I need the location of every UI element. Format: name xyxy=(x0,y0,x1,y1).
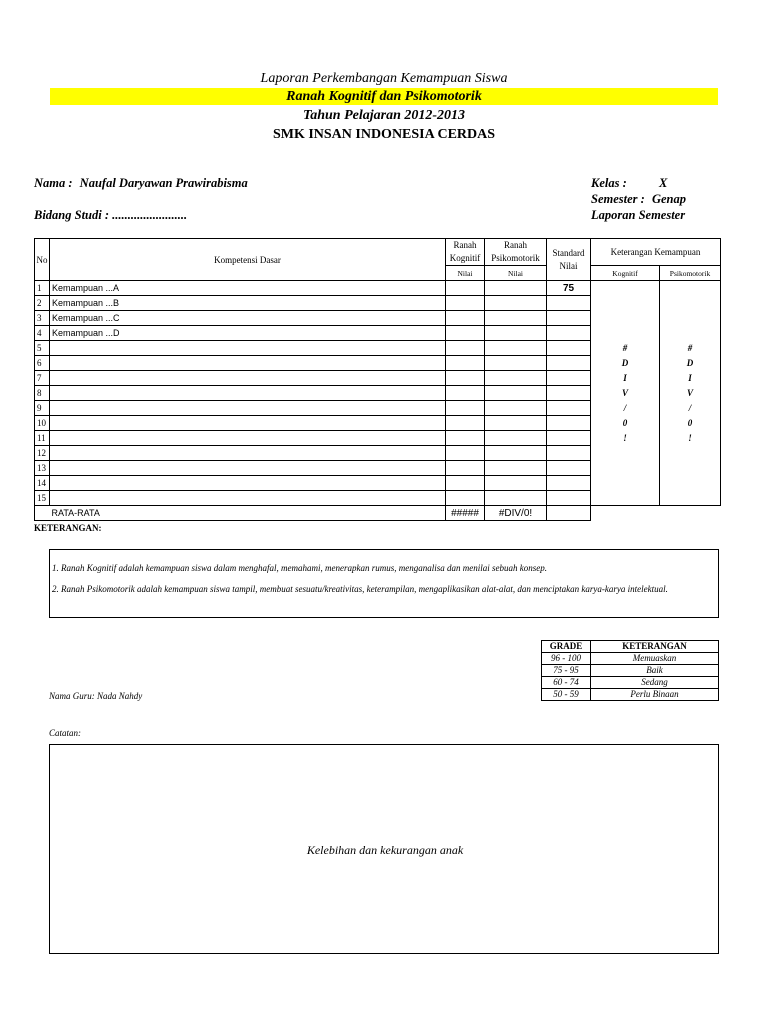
grade-row xyxy=(542,689,719,701)
keterangan-box xyxy=(49,549,719,618)
row-kompetensi[interactable] xyxy=(50,416,446,431)
ket-kognitif-cell xyxy=(591,281,660,506)
ket-kognitif-char: # xyxy=(622,342,628,353)
row-nilai-psikomotorik[interactable] xyxy=(485,371,547,386)
row-kompetensi[interactable]: Kemampuan ...B xyxy=(50,296,446,311)
row-number: 3 xyxy=(35,311,50,326)
rata-rata-row xyxy=(35,506,721,521)
row-number: 6 xyxy=(35,356,50,371)
row-number: 10 xyxy=(35,416,50,431)
row-number: 13 xyxy=(35,461,50,476)
row-standard xyxy=(547,431,591,446)
row-nilai-psikomotorik[interactable] xyxy=(485,461,547,476)
name-value: Naufal Daryawan Prawirabisma xyxy=(79,176,248,190)
row-nilai-psikomotorik[interactable] xyxy=(485,446,547,461)
ket-psikomotorik-char: D xyxy=(686,357,694,368)
row-nilai-kognitif[interactable] xyxy=(446,461,485,476)
row-nilai-kognitif[interactable] xyxy=(446,341,485,356)
row-kompetensi[interactable] xyxy=(50,386,446,401)
grade-range: 75 - 95 xyxy=(542,665,591,677)
standard-value: 75 xyxy=(547,281,591,296)
header-ket-kognitif: Kognitif xyxy=(591,266,660,281)
row-nilai-kognitif[interactable] xyxy=(446,491,485,506)
row-nilai-kognitif[interactable] xyxy=(446,296,485,311)
ket-psikomotorik-cell xyxy=(660,281,721,506)
report-subtitle-highlight: Ranah Kognitif dan Psikomotorik xyxy=(50,88,718,105)
row-standard xyxy=(547,476,591,491)
catatan-text: Kelebihan dan kekurangan anak xyxy=(306,843,464,857)
row-kompetensi[interactable] xyxy=(50,401,446,416)
table-row xyxy=(35,281,721,296)
school-name: SMK INSAN INDONESIA CERDAS xyxy=(272,127,496,142)
bidang-studi-line xyxy=(34,208,187,223)
row-nilai-psikomotorik[interactable] xyxy=(485,356,547,371)
row-standard xyxy=(547,491,591,506)
grade-description: Sedang xyxy=(591,677,719,689)
row-number: 12 xyxy=(35,446,50,461)
bidang-value: ........................ xyxy=(112,208,188,222)
student-name-line xyxy=(34,176,248,191)
row-nilai-psikomotorik[interactable] xyxy=(485,416,547,431)
ket-kognitif-char: V xyxy=(621,387,628,398)
row-standard xyxy=(547,416,591,431)
ket-kognitif-char: 0 xyxy=(622,417,628,428)
semester-label: Semester : xyxy=(591,192,645,206)
row-nilai-kognitif[interactable] xyxy=(446,446,485,461)
row-kompetensi[interactable] xyxy=(50,431,446,446)
row-kompetensi[interactable] xyxy=(50,341,446,356)
row-standard xyxy=(547,386,591,401)
row-nilai-psikomotorik[interactable] xyxy=(485,281,547,296)
header-nilai-kognitif: Nilai xyxy=(446,266,485,281)
row-kompetensi[interactable] xyxy=(50,461,446,476)
row-nilai-kognitif[interactable] xyxy=(446,326,485,341)
row-standard xyxy=(547,461,591,476)
row-number: 1 xyxy=(35,281,50,296)
row-kompetensi[interactable] xyxy=(50,491,446,506)
ket-psikomotorik-char: I xyxy=(688,372,692,383)
row-nilai-psikomotorik[interactable] xyxy=(485,401,547,416)
grade-description: Perlu Binaan xyxy=(591,689,719,701)
semester-line xyxy=(591,192,686,207)
ket-kognitif-char: D xyxy=(621,357,629,368)
ket-psikomotorik-char: / xyxy=(688,402,692,413)
row-nilai-psikomotorik[interactable] xyxy=(485,491,547,506)
ket-kognitif-char: I xyxy=(623,372,627,383)
grade-rows xyxy=(542,653,719,701)
row-number: 9 xyxy=(35,401,50,416)
row-nilai-psikomotorik[interactable] xyxy=(485,341,547,356)
header-kompetensi: Kompetensi Dasar xyxy=(50,239,446,281)
header-ranah-psikomotorik: Ranah Psikomotorik xyxy=(485,239,547,266)
school-year: Tahun Pelajaran 2012-2013 xyxy=(302,108,466,123)
row-nilai-kognitif[interactable] xyxy=(446,431,485,446)
row-standard xyxy=(547,446,591,461)
row-nilai-psikomotorik[interactable] xyxy=(485,311,547,326)
row-number: 7 xyxy=(35,371,50,386)
row-kompetensi[interactable] xyxy=(50,446,446,461)
header-no: No xyxy=(35,239,50,281)
row-nilai-kognitif[interactable] xyxy=(446,356,485,371)
ket-psikomotorik-char: # xyxy=(687,342,693,353)
row-nilai-psikomotorik[interactable] xyxy=(485,296,547,311)
teacher-name: Nama Guru: Nada Nahdy xyxy=(49,691,143,701)
rata-psikomotorik: #DIV/0! xyxy=(485,506,547,521)
row-standard xyxy=(547,311,591,326)
ket-psikomotorik-char: ! xyxy=(688,432,692,443)
kelas-label: Kelas : xyxy=(591,176,627,190)
grade-row xyxy=(542,665,719,677)
competency-table xyxy=(34,238,721,521)
row-number: 5 xyxy=(35,341,50,356)
grade-range: 60 - 74 xyxy=(542,677,591,689)
row-number: 15 xyxy=(35,491,50,506)
row-nilai-kognitif[interactable] xyxy=(446,311,485,326)
header-ket-psikomotorik: Psikomotorik xyxy=(660,266,721,281)
row-nilai-kognitif[interactable] xyxy=(446,476,485,491)
row-number: 8 xyxy=(35,386,50,401)
row-standard xyxy=(547,296,591,311)
rata-standard xyxy=(547,506,591,521)
semester-value: Genap xyxy=(651,192,686,206)
row-nilai-kognitif[interactable] xyxy=(446,386,485,401)
rata-rata-label: RATA-RATA xyxy=(50,506,446,521)
row-standard xyxy=(547,401,591,416)
ket-psikomotorik-char: 0 xyxy=(687,417,693,428)
row-nilai-psikomotorik[interactable] xyxy=(485,326,547,341)
row-kompetensi[interactable]: Kemampuan ...C xyxy=(50,311,446,326)
row-standard xyxy=(547,341,591,356)
row-number: 4 xyxy=(35,326,50,341)
row-kompetensi[interactable]: Kemampuan ...D xyxy=(50,326,446,341)
keterangan-item-1: 1. Ranah Kognitif adalah kemampuan siswa dalam menghafal, memahami, menerapkan rumus, menganalisa dan menilai sebuah konsep. xyxy=(52,563,547,573)
header-keterangan-kemampuan: Keterangan Kemampuan xyxy=(591,239,721,266)
grade-description: Memuaskan xyxy=(591,653,719,665)
grade-range: 96 - 100 xyxy=(542,653,591,665)
name-label: Nama : xyxy=(34,176,73,190)
grade-header: GRADE xyxy=(542,641,591,653)
laporan-semester: Laporan Semester xyxy=(591,208,686,222)
row-nilai-psikomotorik[interactable] xyxy=(485,386,547,401)
bidang-label: Bidang Studi : xyxy=(34,208,110,222)
row-nilai-kognitif[interactable] xyxy=(446,371,485,386)
row-number: 11 xyxy=(35,431,50,446)
ket-psikomotorik-char: V xyxy=(686,387,693,398)
header-nilai-psikomotorik: Nilai xyxy=(485,266,547,281)
grade-range: 50 - 59 xyxy=(542,689,591,701)
grade-keterangan-header: KETERANGAN xyxy=(591,641,719,653)
catatan-box[interactable] xyxy=(49,744,719,954)
keterangan-label: KETERANGAN: xyxy=(34,523,102,533)
row-nilai-psikomotorik[interactable] xyxy=(485,431,547,446)
header-standard-nilai: Standard Nilai xyxy=(547,239,591,281)
row-standard xyxy=(547,326,591,341)
row-nilai-kognitif[interactable] xyxy=(446,416,485,431)
ket-kognitif-char: ! xyxy=(623,432,627,443)
row-number: 2 xyxy=(35,296,50,311)
row-number: 14 xyxy=(35,476,50,491)
row-standard xyxy=(547,356,591,371)
catatan-label: Catatan: xyxy=(49,728,82,738)
report-title: Laporan Perkembangan Kemampuan Siswa xyxy=(260,71,508,86)
grade-description: Baik xyxy=(591,665,719,677)
row-kompetensi[interactable] xyxy=(50,476,446,491)
rata-kognitif: ##### xyxy=(446,506,485,521)
keterangan-item-2: 2. Ranah Psikomotorik adalah kemampuan siswa tampil, membuat sesuatu/kreativitas, keterampilan, mengaplikasikan alat-alat, dan menciptakan karya-karya intelektual. xyxy=(52,584,668,594)
competency-rows xyxy=(35,281,721,506)
row-nilai-kognitif[interactable] xyxy=(446,281,485,296)
grade-table xyxy=(541,640,719,701)
grade-row xyxy=(542,677,719,689)
row-kompetensi[interactable] xyxy=(50,356,446,371)
ket-kognitif-char: / xyxy=(623,402,627,413)
row-standard xyxy=(547,371,591,386)
grade-row xyxy=(542,653,719,665)
header-ranah-kognitif: Ranah Kognitif xyxy=(446,239,485,266)
row-nilai-kognitif[interactable] xyxy=(446,401,485,416)
row-nilai-psikomotorik[interactable] xyxy=(485,476,547,491)
row-kompetensi[interactable]: Kemampuan ...A xyxy=(50,281,446,296)
row-kompetensi[interactable] xyxy=(50,371,446,386)
kelas-value: X xyxy=(659,176,668,190)
